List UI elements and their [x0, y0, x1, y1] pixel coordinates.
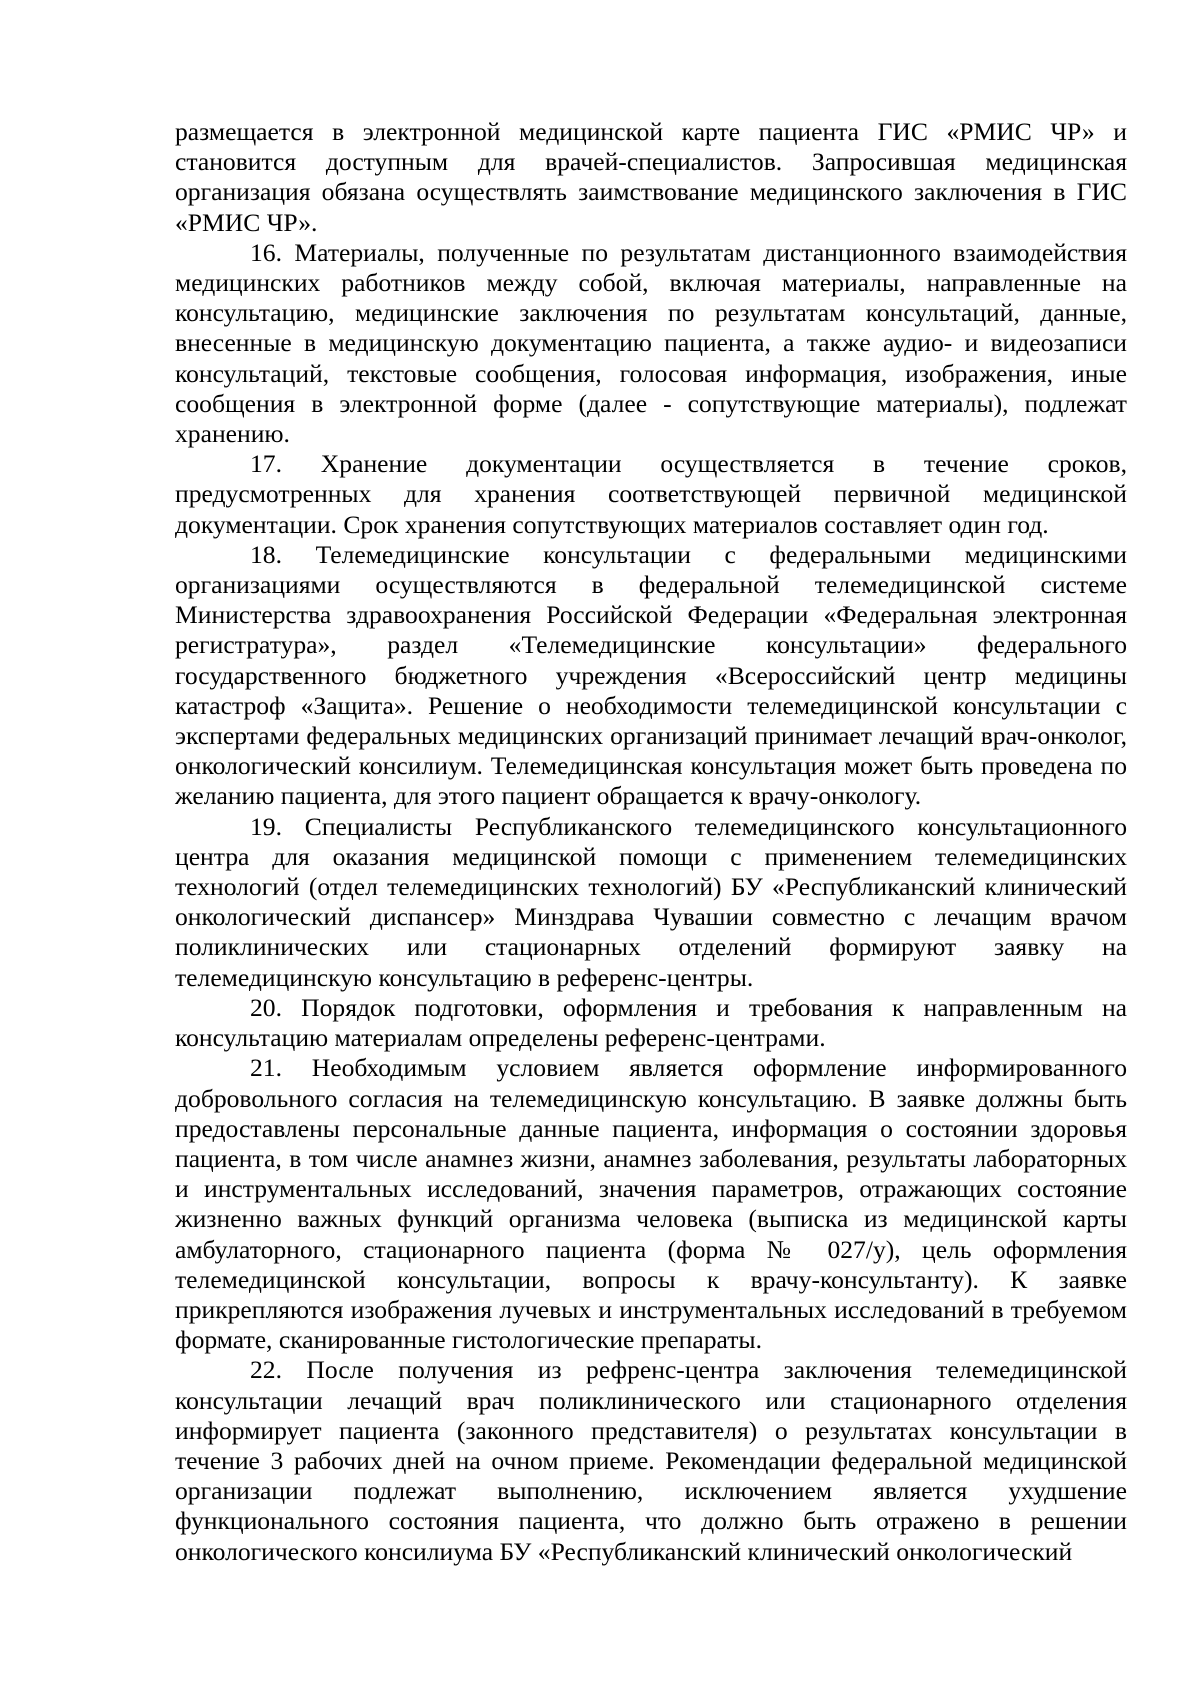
paragraph-continuation: размещается в электронной медицинской карте пациента ГИС «РМИС ЧР» и становится доступным для врачей-специалистов. Запросившая медицинская организация обязана осуществлять заимствование медицинского заключения в ГИС «РМИС ЧР». — [175, 117, 1127, 237]
paragraph-22: 22. После получения из рефренс-центра заключения телемедицинской консультации лечащий врач поликлинического или стационарного отделения информирует пациента (законного представителя) о результатах консультации в течение 3 рабочих дней на очном приеме. Рекомендации федеральной медицинской организации подлежат выполнению, исключением является ухудшение функционального состояния пациента, что должно быть отражено в решении онкологического консилиума БУ «Республиканский клинический онкологический — [175, 1355, 1127, 1566]
paragraph-20: 20. Порядок подготовки, оформления и требования к направленным на консультацию материалам определены референс-центрами. — [175, 992, 1127, 1053]
paragraph-17: 17. Хранение документации осуществляется в течение сроков, предусмотренных для хранения соответствующей первичной медицинской документации. Срок хранения сопутствующих материалов составляет один год. — [175, 449, 1127, 539]
paragraph-16: 16. Материалы, полученные по результатам дистанционного взаимодействия медицинских работников между собой, включая материалы, направленные на консультацию, медицинские заключения по результатам консультаций, данные, внесенные в медицинскую документацию пациента, а также аудио- и видеозаписи консультаций, текстовые сообщения, голосовая информация, изображения, иные сообщения в электронной форме (далее - сопутствующие материалы), подлежат хранению. — [175, 237, 1127, 449]
paragraph-19: 19. Специалисты Республиканского телемедицинского консультационного центра для оказания медицинской помощи с применением телемедицинских технологий (отдел телемедицинских технологий) БУ «Республиканский клинический онкологический диспансер» Минздрава Чувашии совместно с лечащим врачом поликлинических или стационарных отделений формируют заявку на телемедицинскую консультацию в референс-центры. — [175, 811, 1127, 992]
document-page — [175, 117, 1127, 1567]
paragraph-18: 18. Телемедицинские консультации с федеральными медицинскими организациями осуществляются в федеральной телемедицинской системе Министерства здравоохранения Российской Федерации «Федеральная электронная регистратура», раздел «Телемедицинские консультации» федерального государственного бюджетного учреждения «Всероссийский центр медицины катастроф «Защита». Решение о необходимости телемедицинской консультации с экспертами федеральных медицинских организаций принимает лечащий врач-онколог, онкологический консилиум. Телемедицинская консультация может быть проведена по желанию пациента, для этого пациент обращается к врачу-онкологу. — [175, 539, 1127, 811]
paragraph-21: 21. Необходимым условием является оформление информированного добровольного согласия на телемедицинскую консультацию. В заявке должны быть предоставлены персональные данные пациента, информация о состоянии здоровья пациента, в том числе анамнез жизни, анамнез заболевания, результаты лабораторных и инструментальных исследований, значения параметров, отражающих состояние жизненно важных функций организма человека (выписка из медицинской карты амбулаторного, стационарного пациента (форма № 027/у), цель оформления телемедицинской консультации, вопросы к врачу-консультанту). К заявке прикрепляются изображения лучевых и инструментальных исследований в требуемом формате, сканированные гистологические препараты. — [175, 1053, 1127, 1355]
